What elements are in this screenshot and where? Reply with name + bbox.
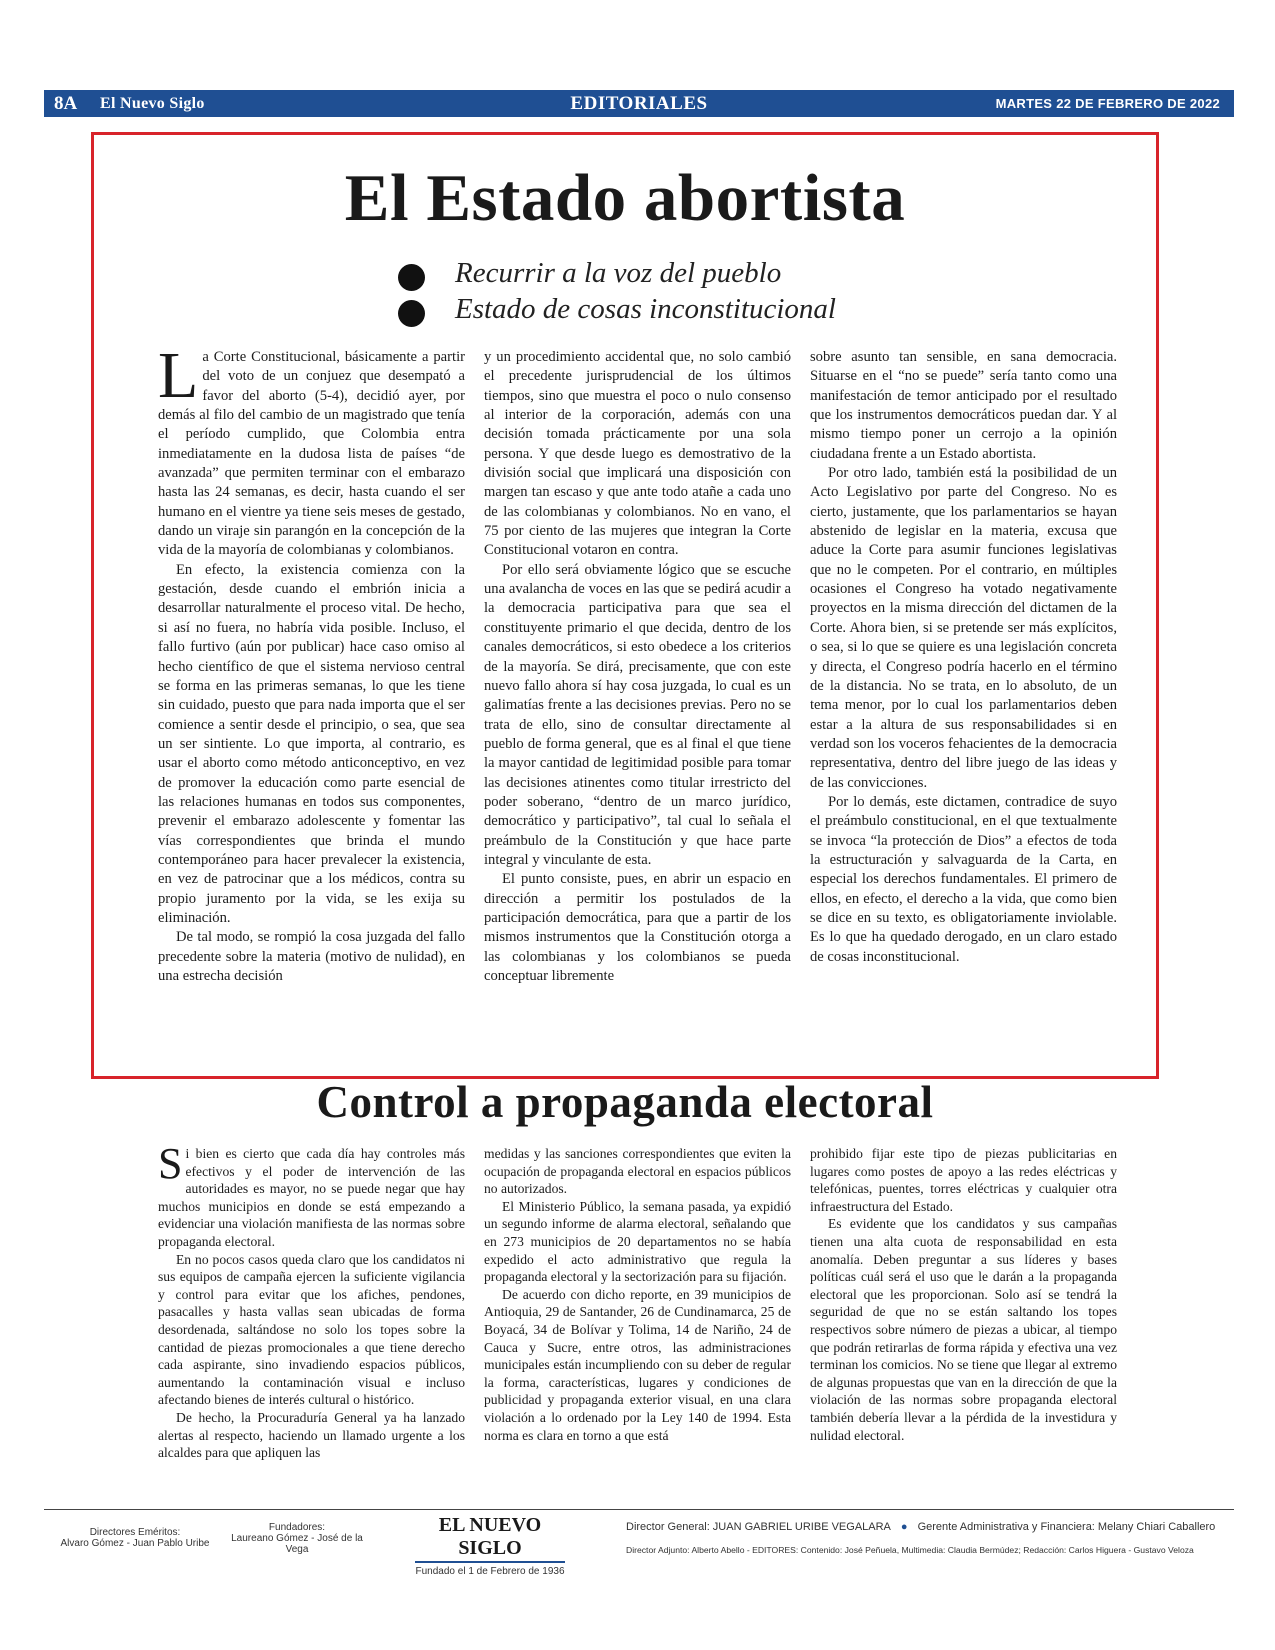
paragraph: Por otro lado, también está la posibilidad de un Acto Legislativo por parte del Congreso. No es cierto, justamente, que los parlamentarios se hayan abstenido de legislar en la materia, excusa que aduce la Corte para asumir funciones legislativas que no le competen. Por el contrario, en múltiples ocasiones el Congreso ha votado negativamente proyectos en la misma dirección del dictamen de la Corte. Ahora bien, si se pretende ser más explícitos, o sea, si lo que se quiere es una legislación concreta y directa, el Congreso podría hacerlo en el término de la distancia. No se trata, en lo absoluto, de un tema menor, por lo cual los parlamentarios deben estar a la altura de sus responsabilidades si en verdad son los voceros fehacientes de la democracia representativa, dentro del libre juego de las ideas y de las convicciones. <box>810 465 1117 791</box>
founders-label: Fundadores: <box>268 1522 326 1533</box>
paragraph: sobre asunto tan sensible, en sana democracia. Situarse en el “no se puede” sería tanto como una manifestación de temor anticipado por el resultado que los instrumentos democráticos puedan dar. Y al mismo tiempo poner un cerrojo a la opinión ciudadana frente a un Estado abortista. <box>810 349 1117 462</box>
editorial-1-column-2 <box>484 348 791 986</box>
footer-divider <box>44 1509 1234 1510</box>
paragraph: prohibido fijar este tipo de piezas publicitarias en lugares como postes de apoyo a las redes eléctricas y telefónicas, puentes, torres eléctricas y cualquier otra infraestructura del Estado. <box>810 1146 1117 1214</box>
footer-editors-line: Director Adjunto: Alberto Abello - EDITORES: Contenido: José Peñuela, Multimedia: Claudia Bermúdez; Redacción: Carlos Higuera - Gustavo Veloza <box>626 1545 1194 1555</box>
paragraph: De hecho, la Procuraduría General ya ha lanzado alertas al respecto, haciendo un llamado urgente a los alcaldes para que apliquen las <box>158 1409 465 1461</box>
kicker-text: Recurrir a la voz del pueblo <box>455 257 782 289</box>
footer-logo: EL NUEVO SIGLO <box>415 1514 565 1563</box>
kicker-item <box>398 256 918 292</box>
paragraph: medidas y las sanciones correspondientes que eviten la ocupación de propaganda electoral en espacios públicos no autorizados. <box>484 1146 791 1197</box>
paragraph <box>158 1139 465 1251</box>
editorial-1-column-3 <box>810 348 1117 967</box>
drop-cap: S <box>158 1139 183 1188</box>
bullet-icon: ● <box>900 1521 908 1533</box>
paragraph: El Ministerio Público, la semana pasada, ya expidió un segundo informe de alarma electoral, señalando que en 273 municipios de 20 departamentos no se había expedido el acto administrativo que regula la propaganda electoral y la sectorización para su fijación. <box>484 1198 791 1285</box>
footer-directors-line <box>626 1521 1226 1533</box>
footer-founders <box>222 1522 372 1555</box>
editorial-1-title: El Estado abortista <box>344 161 906 235</box>
editorial-2-title: Control a propaganda electoral <box>316 1077 934 1127</box>
emeritus-label: Directores Eméritos: <box>89 1527 181 1538</box>
paragraph-text: a Corte Constitucional, básicamente a partir del voto de un conjuez que desempató a favor del aborto (5-4), decidió ayer, por demás al filo del cambio de un magistrado que tenía el período cumplido, que Colombia entra inmediatamente en la dudosa lista de países “de avanzada” que permiten terminar con el embarazo hasta las 24 semanas, es decir, hasta cuando el ser humano en el vientre ya tiene seis meses de gestado, dando un viraje sin parangón en la concepción de la vida de la mayoría de colombianas y colombianos. <box>158 349 465 559</box>
footer-staff <box>626 1521 1226 1555</box>
editorial-1-kickers <box>398 256 918 328</box>
masthead-brand: El Nuevo Siglo <box>100 95 205 112</box>
kicker-item <box>398 292 918 328</box>
paragraph: Por ello será obviamente lógico que se escuche una avalancha de voces en las que se pedirá acudir a la democracia participativa para que sea el constituyente primario el que decida, dentro de los canales democráticos, si esto obedece a los criterios de la mayoría. Se dirá, precisamente, que con este nuevo fallo ahora sí hay cosa juzgada, lo cual es un galimatías frente a las decisiones previas. Pero no se trata de ello, sino de consultar directamente al pueblo de forma general, que es al final el que tiene la mayor cantidad de legitimidad posible para tomar las decisiones atinentes como titular irrestricto del poder soberano, “dentro de un marco jurídico, democrático y participativo”, tal cual lo señala el preámbulo de la Constitución y que hace parte integral y vinculante de esta. <box>484 561 791 868</box>
editorial-2-column-3 <box>810 1145 1117 1444</box>
founders-names: Laureano Gómez - José de la Vega <box>231 1533 363 1555</box>
director-general: Director General: JUAN GABRIEL URIBE VEGALARA <box>626 1521 891 1533</box>
paragraph: El punto consiste, pues, en abrir un espacio en dirección a permitir los postulados de la participación democrática, para que a partir de los mismos instrumentos que la Constitución otorga a las colombianas y los colombianos se pueda conceptuar libremente <box>484 871 791 984</box>
editorial-2-column-2 <box>484 1145 791 1444</box>
bullet-dot-icon <box>398 300 425 327</box>
general-manager: Gerente Administrativa y Financiera: Melany Chiari Caballero <box>917 1521 1216 1533</box>
kicker-text: Estado de cosas inconstitucional <box>455 293 836 325</box>
bullet-dot-icon <box>398 264 425 291</box>
drop-cap: L <box>158 339 199 412</box>
paragraph: y un procedimiento accidental que, no solo cambió el precedente jurisprudencial de los últimos tiempos, sino que muestra el poco o nulo consenso al interior de la corporación, además con una decisión tomada prácticamente por una sola persona. Y que desde luego es demostrativo de la división social que implicará una disposición con margen tan escaso y que ante todo atañe a cada uno de las colombianas y colombianos. No en vano, el 75 por ciento de las mujeres que integran la Corte Constitucional votaron en contra. <box>484 349 791 559</box>
publication-date: MARTES 22 DE FEBRERO DE 2022 <box>995 96 1220 111</box>
page-header-bar <box>44 90 1234 117</box>
editorial-2-column-1 <box>158 1139 465 1462</box>
paragraph: Por lo demás, este dictamen, contradice de suyo el preámbulo constitucional, en el que textualmente se invoca “la protección de Dios” a efectos de toda la estructuración y salvaguarda de la Carta, en especial los derechos fundamentales. El primero de ellos, en efecto, el derecho a la vida, que como bien se dice en su texto, es obligatoriamente inviolable. Es lo que ha quedado derogado, en un claro estado de cosas inconstitucional. <box>810 793 1117 965</box>
paragraph: En no pocos casos queda claro que los candidatos ni sus equipos de campaña ejercen la suficiente vigilancia y control para evitar que los afiches, pendones, pasacalles y hasta vallas sean ubicadas de forma desordenada, saltándose no solo los topes sobre la cantidad de piezas promocionales a que tiene derecho cada aspirante, sino invadiendo espacios públicos, aumentando la contaminación visual e incluso afectando bienes de interés cultural o histórico. <box>158 1251 465 1408</box>
founded-date: Fundado el 1 de Febrero de 1936 <box>415 1566 565 1577</box>
section-title: EDITORIALES <box>570 93 708 114</box>
paragraph: De acuerdo con dicho reporte, en 39 municipios de Antioquia, 29 de Santander, 26 de Cundinamarca, 25 de Boyacá, 34 de Bolívar y Tolima, 14 de Nariño, 24 de Cauca y Sucre, entre otros, las administraciones municipales están incumpliendo con su deber de regular la forma, características, lugares y condiciones de publicidad y propaganda exterior visual, en una clara violación a lo ordenado por la Ley 140 de 1994. Esta norma es clara en torno a que está <box>484 1286 791 1443</box>
paragraph-text: i bien es cierto que cada día hay controles más efectivos y el poder de intervención de las autoridades es mayor, no se puede negar que hay muchos municipios en donde se está empezando a evidenciar una violación manifiesta de las normas sobre propaganda electoral. <box>158 1146 465 1249</box>
footer-emeritus <box>60 1527 210 1549</box>
emeritus-names: Alvaro Gómez - Juan Pablo Uribe <box>60 1538 210 1549</box>
paragraph <box>158 339 465 561</box>
paragraph: De tal modo, se rompió la cosa juzgada del fallo precedente sobre la materia (motivo de nulidad), en una estrecha decisión <box>158 929 465 984</box>
page-number: 8A <box>54 93 78 114</box>
editorial-1-column-1 <box>158 339 465 986</box>
paragraph: En efecto, la existencia comienza con la gestación, desde cuando el embrión inicia a desarrollar naturalmente el proceso vital. De hecho, si así no fuera, no habría vida posible. Incluso, el fallo furtivo (aún por publicar) hace caso omiso al hecho científico de que el sistema nervioso central se forma en las primeras semanas, lo que les tiene sin cuidado, puesto que para nada importa que el ser comience a sentir desde el principio, o sea, que sea un ser sintiente. Lo que importa, al contrario, es usar el aborto como método anticonceptivo, en vez de promover la educación como parte esencial de las relaciones humanas en todos sus componentes, prevenir el embarazo adolescente y fomentar las vías correspondientes que brinda el mundo contemporáneo para hacer prevalecer la existencia, en vez de patrocinar que a los médicos, contra su propio juramento por la vida, se les exija su eliminación. <box>158 561 465 926</box>
paragraph: Es evidente que los candidatos y sus campañas tienen una alta cuota de responsabilidad en esta anomalía. Deben preguntar a sus líderes y bases políticas cuál será el uso que le darán a la propaganda electoral que les proporcionan. Solo así se tendrá la seguridad de que no se están saltando los topes respectivos sobre número de piezas a ubicar, al tiempo que podrán retirarlas de forma rápida y efectiva una vez terminan los comicios. No se tiene que llegar al extremo de algunas propuestas que van en la dirección de que la violación de las normas sobre propaganda electoral también debería llevar a la pérdida de la investidura y nulidad electoral. <box>810 1216 1117 1443</box>
footer-logo-block <box>415 1514 565 1577</box>
